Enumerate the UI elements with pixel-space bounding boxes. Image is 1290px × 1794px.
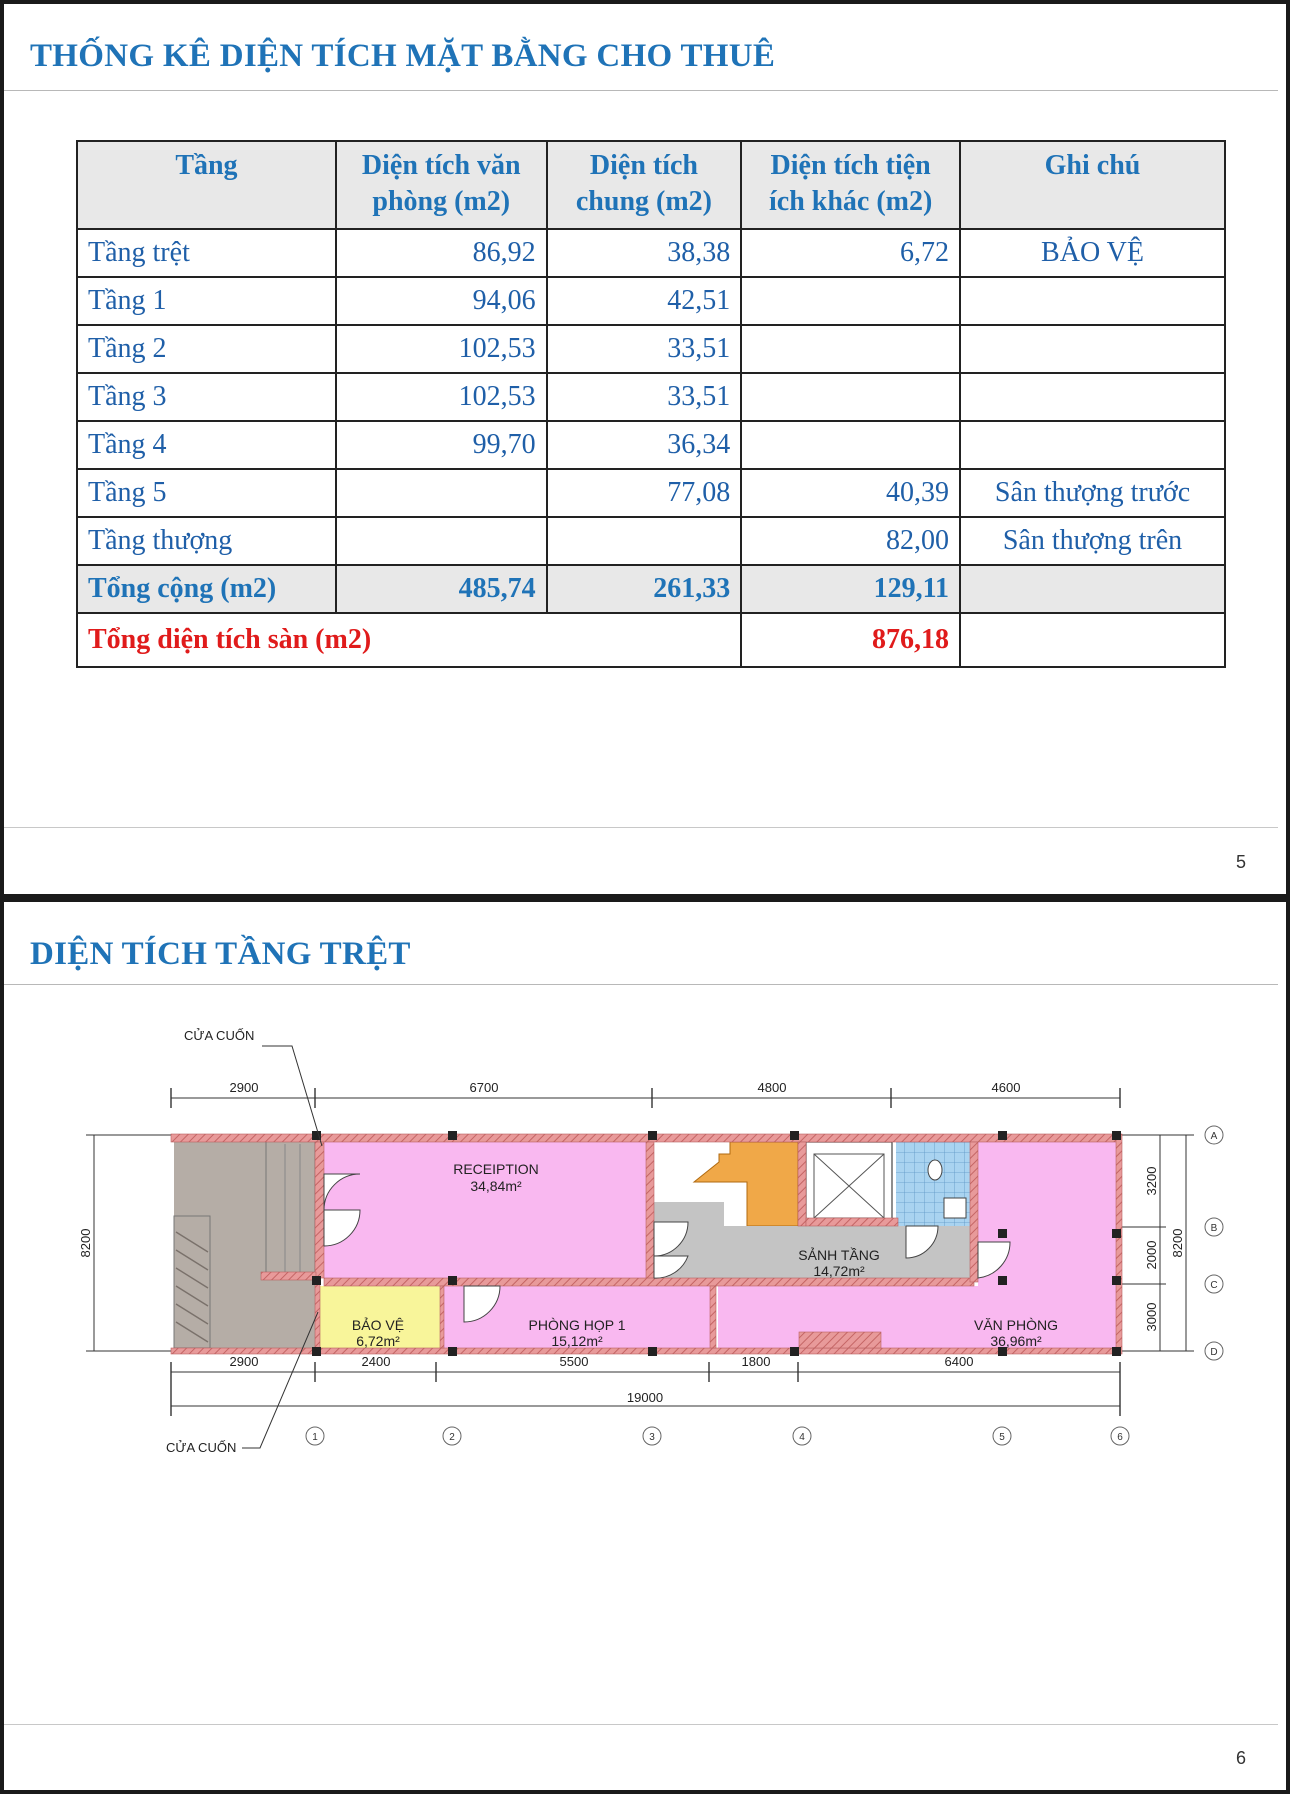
cell-common: 33,51 xyxy=(547,373,742,421)
total-common: 261,33 xyxy=(547,565,742,613)
room-name-reception: RECEIPTION xyxy=(453,1161,539,1177)
dim-right-2: 2000 xyxy=(1144,1240,1159,1270)
cell-note xyxy=(960,373,1225,421)
table-row xyxy=(77,277,1225,325)
cell-note: BẢO VỆ xyxy=(960,229,1225,277)
cell-common: 33,51 xyxy=(547,325,742,373)
cell-office: 99,70 xyxy=(336,421,547,469)
room-area-reception: 34,84m² xyxy=(470,1178,522,1194)
grid-row-d: D xyxy=(1210,1347,1218,1358)
cell-utility: 40,39 xyxy=(741,469,960,517)
cell-office xyxy=(336,517,547,565)
cell-floor: Tầng 3 xyxy=(77,373,336,421)
header-note: Ghi chú xyxy=(960,141,1225,229)
cell-note: Sân thượng trước xyxy=(960,469,1225,517)
cell-utility: 82,00 xyxy=(741,517,960,565)
dim-right-total: 8200 xyxy=(1170,1228,1185,1258)
dim-right-1: 3200 xyxy=(1144,1166,1159,1196)
cell-common: 42,51 xyxy=(547,277,742,325)
table-header-row xyxy=(77,141,1225,229)
cell-common xyxy=(547,517,742,565)
cell-floor: Tầng thượng xyxy=(77,517,336,565)
table-row xyxy=(77,229,1225,277)
slide-area-statistics xyxy=(4,4,1286,894)
cell-floor: Tầng trệt xyxy=(77,229,336,277)
cell-floor: Tầng 4 xyxy=(77,421,336,469)
callout-roller-door-bottom: CỬA CUỐN xyxy=(166,1440,237,1455)
slide-title: THỐNG KÊ DIỆN TÍCH MẶT BẰNG CHO THUÊ xyxy=(30,38,776,74)
dim-left-total: 8200 xyxy=(78,1228,93,1258)
page-number: 5 xyxy=(1235,852,1246,872)
total-row xyxy=(77,565,1225,613)
dim-bottom-2: 2400 xyxy=(361,1354,391,1369)
area-table xyxy=(76,140,1226,668)
cell-office: 86,92 xyxy=(336,229,547,277)
header-common-area: Diện tích chung (m2) xyxy=(547,141,742,229)
cell-floor: Tầng 1 xyxy=(77,277,336,325)
roller-door-zone xyxy=(266,1138,315,1274)
room-name-office: VĂN PHÒNG xyxy=(973,1317,1059,1333)
sink-icon xyxy=(944,1198,966,1218)
total-utility: 129,11 xyxy=(741,565,960,613)
cell-floor: Tầng 5 xyxy=(77,469,336,517)
cell-common: 36,34 xyxy=(547,421,742,469)
slide-ground-floor xyxy=(4,902,1286,1790)
grand-total-label: Tổng diện tích sàn (m2) xyxy=(77,613,741,667)
grid-col-1: 1 xyxy=(312,1432,318,1443)
total-label: Tổng cộng (m2) xyxy=(77,565,336,613)
cell-office: 102,53 xyxy=(336,325,547,373)
cell-note xyxy=(960,277,1225,325)
grand-total-row xyxy=(77,613,1225,667)
cell-note: Sân thượng trên xyxy=(960,517,1225,565)
grid-row-a: A xyxy=(1210,1131,1218,1142)
dim-top-2: 6700 xyxy=(469,1080,499,1095)
floor-plan xyxy=(4,902,1286,1722)
room-area-meeting: 15,12m² xyxy=(551,1333,603,1349)
cell-note xyxy=(960,421,1225,469)
footer-divider xyxy=(4,827,1278,828)
dim-bottom-4: 1800 xyxy=(741,1354,771,1369)
table-row xyxy=(77,421,1225,469)
grid-col-4: 4 xyxy=(799,1432,805,1443)
title-divider xyxy=(4,90,1278,91)
total-office: 485,74 xyxy=(336,565,547,613)
room-name-meeting: PHÒNG HỌP 1 xyxy=(528,1317,626,1333)
dim-bottom-5: 6400 xyxy=(944,1354,974,1369)
header-floor: Tầng xyxy=(77,141,336,229)
callout-roller-door-top: CỬA CUỐN xyxy=(184,1028,255,1043)
cell-office xyxy=(336,469,547,517)
grid-row-c: C xyxy=(1210,1280,1218,1291)
dim-bottom-1: 2900 xyxy=(229,1354,259,1369)
parking-ramp xyxy=(174,1216,210,1348)
cell-utility: 6,72 xyxy=(741,229,960,277)
slide-title: DIỆN TÍCH TẦNG TRỆT xyxy=(30,936,411,972)
table-row xyxy=(77,517,1225,565)
cell-note xyxy=(960,325,1225,373)
room-area-lobby: 14,72m² xyxy=(813,1263,865,1279)
footer-divider xyxy=(4,1724,1278,1725)
room-name-lobby: SẢNH TẦNG xyxy=(798,1247,880,1263)
cell-office: 102,53 xyxy=(336,373,547,421)
dim-right-3: 3000 xyxy=(1144,1302,1159,1332)
cell-common: 77,08 xyxy=(547,469,742,517)
dim-top-3: 4800 xyxy=(757,1080,787,1095)
cell-office: 94,06 xyxy=(336,277,547,325)
grid-col-3: 3 xyxy=(649,1432,655,1443)
cell-utility xyxy=(741,373,960,421)
room-name-guard: BẢO VỆ xyxy=(351,1317,405,1333)
grid-col-2: 2 xyxy=(449,1432,455,1443)
table-row xyxy=(77,469,1225,517)
grid-row-b: B xyxy=(1210,1223,1218,1234)
table-row xyxy=(77,373,1225,421)
grand-total-note xyxy=(960,613,1225,667)
dim-top-4: 4600 xyxy=(991,1080,1021,1095)
dim-top-1: 2900 xyxy=(229,1080,259,1095)
cell-utility xyxy=(741,421,960,469)
dim-total-length: 19000 xyxy=(626,1390,664,1405)
cell-common: 38,38 xyxy=(547,229,742,277)
room-area-guard: 6,72m² xyxy=(356,1333,400,1349)
page-number: 6 xyxy=(1235,1748,1246,1768)
cell-utility xyxy=(741,325,960,373)
header-office-area: Diện tích văn phòng (m2) xyxy=(336,141,547,229)
grid-col-markers xyxy=(306,1427,1129,1445)
cell-floor: Tầng 2 xyxy=(77,325,336,373)
table-row xyxy=(77,325,1225,373)
grid-col-6: 6 xyxy=(1117,1432,1123,1443)
room-area-office: 36,96m² xyxy=(990,1333,1042,1349)
header-utility-area: Diện tích tiện ích khác (m2) xyxy=(741,141,960,229)
cell-utility xyxy=(741,277,960,325)
total-note xyxy=(960,565,1225,613)
dim-bottom-3: 5500 xyxy=(559,1354,589,1369)
toilet-icon xyxy=(928,1160,942,1180)
grid-col-5: 5 xyxy=(999,1432,1005,1443)
grand-total-value: 876,18 xyxy=(741,613,960,667)
grid-row-markers xyxy=(1205,1126,1223,1360)
